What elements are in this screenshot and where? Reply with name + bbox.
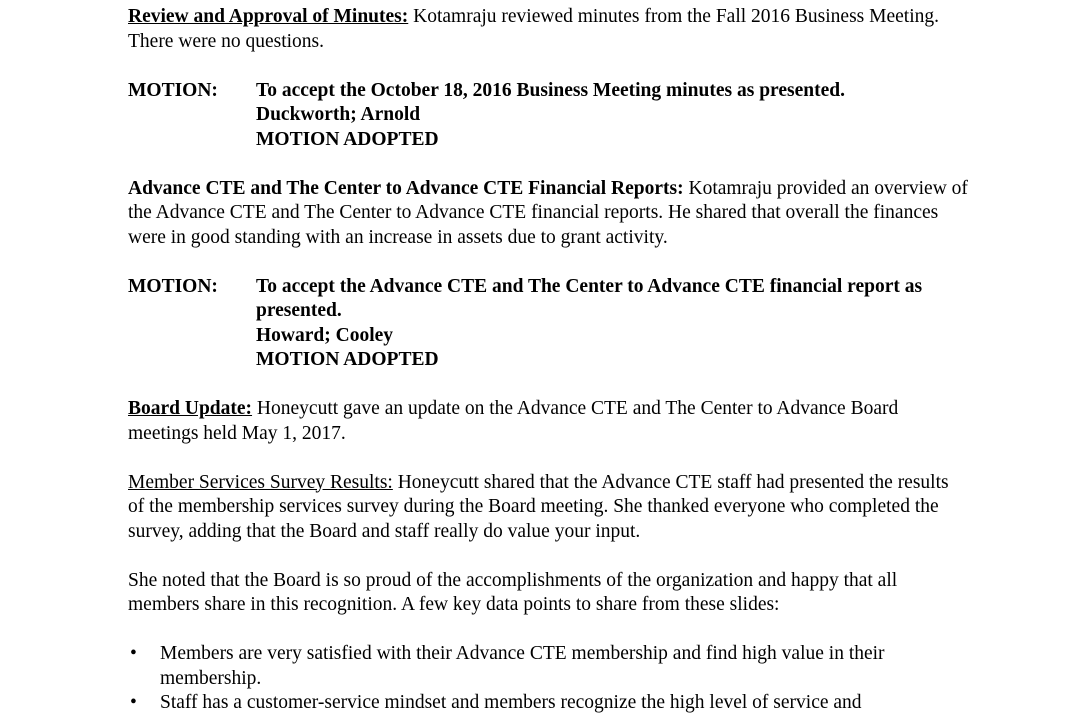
key-points-list (128, 642, 968, 716)
board-update-text: Honeycutt gave an update on the Advance CTE and The Center to Advance Board meetings held May 1, 2017. (128, 398, 899, 444)
minutes-heading: Review and Approval of Minutes: (128, 6, 409, 27)
survey-paragraph (128, 471, 968, 545)
bullet-icon: • (130, 643, 137, 664)
list-item-text: Members are very satisfied with their Advance CTE membership and find high value in their membership. (160, 643, 885, 689)
board-update-heading: Board Update: (128, 398, 253, 419)
board-update-paragraph (128, 397, 968, 446)
motion-result: MOTION ADOPTED (256, 349, 439, 370)
list-item (128, 642, 968, 691)
financial-heading: Advance CTE and The Center to Advance CTE Financial Reports: (128, 177, 684, 199)
list-item (128, 691, 968, 716)
minutes-text: Kotamraju reviewed minutes from the Fall 2016 Business Meeting. There were no questions. (128, 6, 939, 52)
motion-movers: Duckworth; Arnold (256, 104, 421, 125)
motion-result: MOTION ADOPTED (256, 128, 439, 150)
list-item-text: Staff has a customer-service mindset and members recognize the high level of service and (160, 692, 862, 713)
document-page (128, 5, 968, 716)
minutes-paragraph (128, 5, 968, 54)
motion-label: MOTION: (128, 275, 218, 297)
proud-paragraph: She noted that the Board is so proud of the accomplishments of the organization and happy that all members share in this recognition. A few key data points to share from these slides: (128, 569, 898, 615)
motion-block-2 (128, 275, 968, 373)
motion-text: To accept the Advance CTE and The Center to Advance CTE financial report as presented. (256, 275, 923, 321)
survey-heading: Member Services Survey Results: (128, 471, 393, 493)
motion-label: MOTION: (128, 79, 218, 101)
motion-body (256, 79, 968, 153)
motion-text: To accept the October 18, 2016 Business Meeting minutes as presented. (256, 79, 845, 101)
motion-block-1 (128, 79, 968, 153)
motion-movers: Howard; Cooley (256, 324, 394, 346)
financial-text: Kotamraju provided an overview of the Advance CTE and The Center to Advance CTE financial reports. He shared that overall the finances were in good standing with an increase in assets due to grant activity. (128, 177, 968, 248)
motion-body (256, 275, 968, 373)
bullet-icon: • (130, 692, 137, 713)
survey-text: Honeycutt shared that the Advance CTE staff had presented the results of the membership services survey during the Board meeting. She thanked everyone who completed the survey, adding that the Board and staff really do value your input. (128, 471, 949, 542)
financial-paragraph (128, 177, 968, 251)
